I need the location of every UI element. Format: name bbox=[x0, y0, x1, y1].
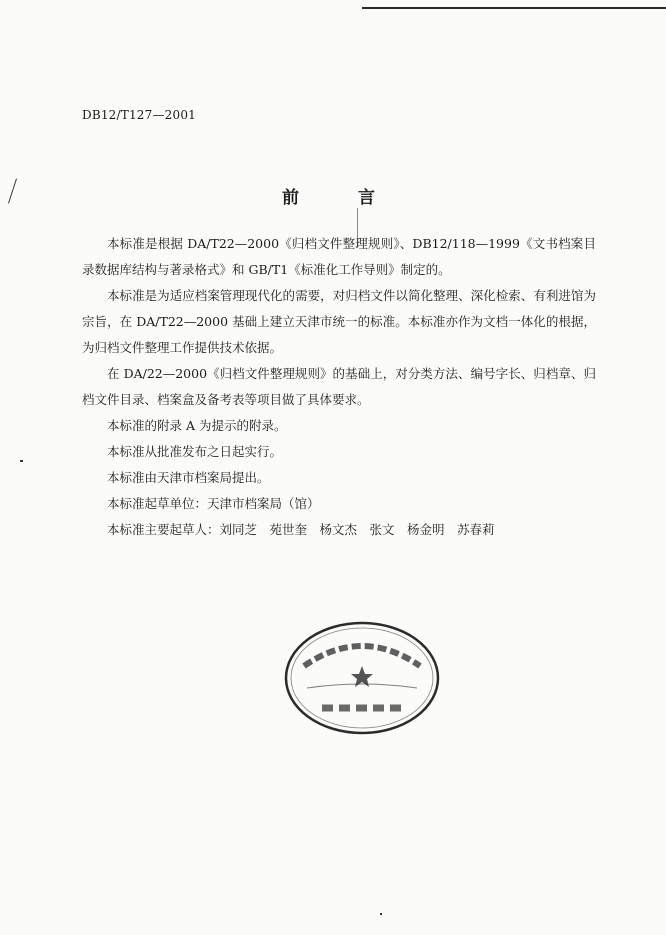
scan-dot bbox=[380, 913, 382, 915]
document-code: DB12/T127—2001 bbox=[82, 108, 196, 122]
official-seal bbox=[282, 618, 442, 742]
paragraph-basis: 本标准是根据 DA/T22—2000《归档文件整理规则》、DB12/118—1999《文书档案目录数据库结构与著录格式》和 GB/T1《标准化工作导则》制定的。 bbox=[82, 236, 596, 277]
paragraph-effective: 本标准从批准发布之日起实行。 bbox=[107, 444, 283, 459]
paragraph-appendix: 本标准的附录 A 为提示的附录。 bbox=[107, 418, 287, 433]
paragraph-drafters: 本标准主要起草人：刘同芝 苑世奎 杨文杰 张文 杨金明 苏春莉 bbox=[107, 522, 495, 537]
scan-dot bbox=[20, 460, 23, 462]
paragraph-requirements: 在 DA/22—2000《归档文件整理规则》的基础上，对分类方法、编号字长、归档章、归档文件目录、档案盒及备考表等项目做了具体要求。 bbox=[82, 366, 596, 407]
title-char-2: 言 bbox=[358, 188, 375, 208]
title-char-1: 前 bbox=[282, 188, 299, 208]
paragraph-proposer: 本标准由天津市档案局提出。 bbox=[107, 470, 270, 485]
scan-margin-mark bbox=[8, 178, 17, 203]
paragraph-purpose: 本标准是为适应档案管理现代化的需要，对归档文件以简化整理、深化检索、有利进馆为宗旨，在 DA/T22—2000 基础上建立天津市统一的标准。本标准亦作为文档一体化的根据，为归档文件整理工作提供技术依据。 bbox=[82, 288, 596, 355]
paragraph-drafting-unit: 本标准起草单位：天津市档案局（馆） bbox=[107, 496, 320, 511]
scan-edge-line bbox=[362, 7, 666, 9]
